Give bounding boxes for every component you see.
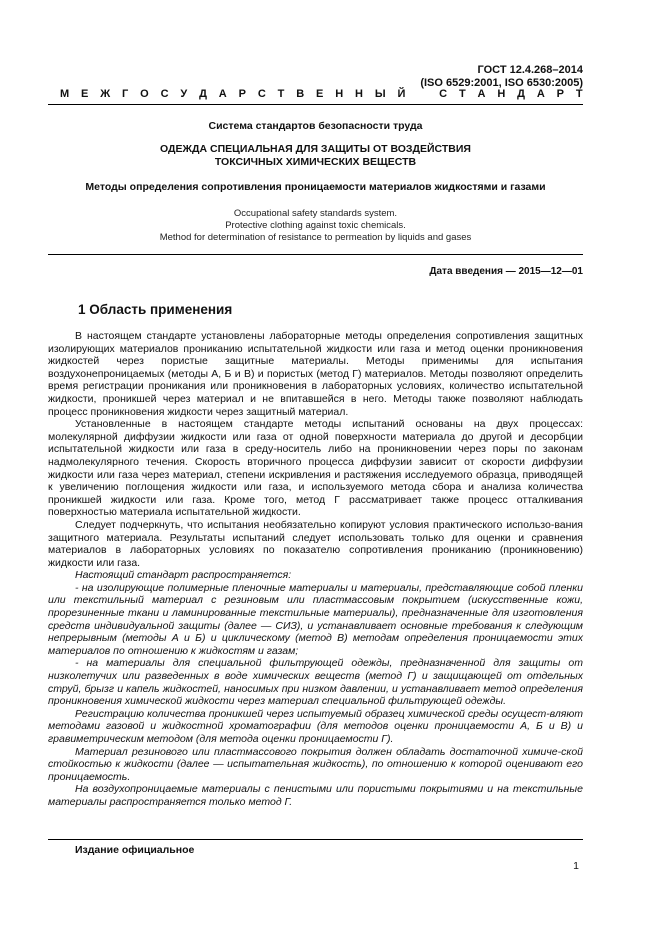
banner-letter: Ы <box>374 88 386 100</box>
paragraph: Следует подчеркнуть, что испытания необязательно копируют условия практического использо-вания защитного материала. Результаты испытаний следует использовать только для оценки и сравнения материалов в лабораторных условиях по показателю сопротивления прониканию (проникновению) жидкости или газа. <box>48 518 583 569</box>
english-title-line: Occupational safety standards system. <box>233 208 398 219</box>
page-number: 1 <box>573 860 579 872</box>
banner-letter: У <box>180 88 188 100</box>
english-title-line: Method for determination of resistance to permeation by liquids and gases <box>159 232 472 243</box>
english-title <box>48 208 583 244</box>
paragraph: - на материалы для специальной фильтрующей одежды, предназначенной для защиты от низколетучих или разведенных в воде химических веществ (метод Г) и защищающей от отдельных струй, брызг и капель жидкостей, наносимых при низком давлении, и устанавливает метод определения проникновения химической жидкости через материал специальной фильтрующей одежды. <box>48 657 583 708</box>
banner-letter: М <box>60 88 70 100</box>
banner-letter: Д <box>517 88 525 100</box>
standard-code-iso: (ISO 6529:2001, ISO 6530:2005) <box>420 77 583 89</box>
system-title: Система стандартов безопасности труда <box>208 120 423 132</box>
standard-code <box>420 64 583 90</box>
section-body <box>48 330 583 809</box>
main-title-line: ОДЕЖДА СПЕЦИАЛЬНАЯ ДЛЯ ЗАЩИТЫ ОТ ВОЗДЕЙСТВИЯ <box>160 143 471 155</box>
interstate-standard-banner <box>60 88 583 101</box>
header-rule <box>48 104 583 105</box>
banner-letter: Н <box>497 88 506 100</box>
paragraph: На воздухопроницаемые материалы с пенистыми или пористыми покрытиями и на текстильные материалы распространяется только метод Г. <box>48 783 583 808</box>
banner-letter: С <box>257 88 266 100</box>
banner-letter: Р <box>556 88 565 100</box>
banner-letter: Г <box>122 88 129 100</box>
banner-letter: Д <box>199 88 207 100</box>
banner-letter: Е <box>81 88 89 100</box>
paragraph: Установленные в настоящем стандарте методы испытаний основаны на двух процессах: молекулярной диффузии жидкости или газа от одной поверхности материала до другой и десорбции испытательной жидкости или газа в среду-носитель либо на проникновении через поры по законам надмолекулярного течения. Скорость вторичного процесса диффузии зависит от скорости диффузии жидкости или газа через материал, степени искривления и растяжения исследуемого образца, приводящей к увеличению поглощения жидкости или газа, и используемого метода сбора и анализа количества проникшей жидкости или газа. Кроме того, метод Г рассматривает также процесс отталкивания поверхностью материала испытательной жидкости. <box>48 418 583 519</box>
banner-letter: С <box>160 88 169 100</box>
banner-letter: А <box>218 88 227 100</box>
standard-code-primary: ГОСТ 12.4.268–2014 <box>477 64 583 76</box>
official-edition-label: Издание официальное <box>75 844 195 856</box>
banner-letter: Й <box>397 88 406 100</box>
paragraph: Настоящий стандарт распространяется: <box>75 569 292 582</box>
main-title-line: ТОКСИЧНЫХ ХИМИЧЕСКИХ ВЕЩЕСТВ <box>214 156 417 168</box>
introduction-date: Дата введения — 2015—12—01 <box>429 266 583 277</box>
paragraph: - на изолирующие полимерные пленочные материалы и материалы, представляющие собой пленки или текстильный материал с резиновым или пластмассовым покрытием (искусственные кожи, прорезиненные ткани и ламинированные текстильные материалы), предназначенные для изготовления средств индивидуальной защиты (далее — СИЗ), и устанавливает основные требования к следующим непрерывным (методы А и Б) и циклическому (метод В) методам определения проницаемости этих материалов по отношению к жидкостям и газам; <box>48 581 583 657</box>
banner-letter: О <box>140 88 149 100</box>
banner-letter: Н <box>355 88 363 100</box>
paragraph: Материал резинового или пластмассового покрытия должен обладать достаточной химиче-ской стойкостью к жидкости (далее — испытательная жидкость), по отношению к которой оценивают его проницаемость. <box>48 745 583 783</box>
banner-letter: Т <box>458 88 466 100</box>
banner-gap <box>417 88 427 101</box>
banner-letter: С <box>439 88 448 100</box>
banner-letter: Е <box>316 88 324 100</box>
banner-letter: Р <box>238 88 246 100</box>
banner-letter: Т <box>277 88 285 100</box>
paragraph: В настоящем стандарте установлены лабораторные методы определения сопротивления защитных изолирующих материалов прониканию испытательной жидкости или газа и метод оценки проникновения жидкостей через пористые защитные материалы. Методы применимы для испытания воздухонепроницаемых (методы А, Б и В) и пористых (метод Г) материалов. Методы позволяют определить время регистрации проникания или проникновения в лабораторных условиях, количество испытательной жидкости, проникшей через материал и не впитавшейся в него. Методы также позволяют наблюдать процесс проникновения жидкости через защитный материал. <box>48 330 583 418</box>
paragraph: Регистрацию количества проникшей через испытуемый образец химической среды осущест-вляют методами газовой и жидкостной хроматографии (для методов оценки проницаемости А, Б и В) и гравиметрическим методом (для метода оценки проницаемости Г). <box>48 707 583 745</box>
banner-letter: А <box>536 88 545 100</box>
document-subtitle: Методы определения сопротивления проницаемости материалов жидкостями и газами <box>85 181 546 193</box>
banner-letter: Т <box>575 88 583 100</box>
title-rule <box>48 254 583 255</box>
banner-letter: Ж <box>100 88 111 100</box>
banner-letter: А <box>477 88 486 100</box>
section-heading: 1 Область применения <box>78 302 233 317</box>
banner-letter: Н <box>335 88 344 100</box>
document-main-title <box>48 143 583 169</box>
english-title-line: Protective clothing against toxic chemicals. <box>225 220 406 231</box>
banner-letter: В <box>296 88 305 100</box>
footer-rule <box>48 839 583 840</box>
